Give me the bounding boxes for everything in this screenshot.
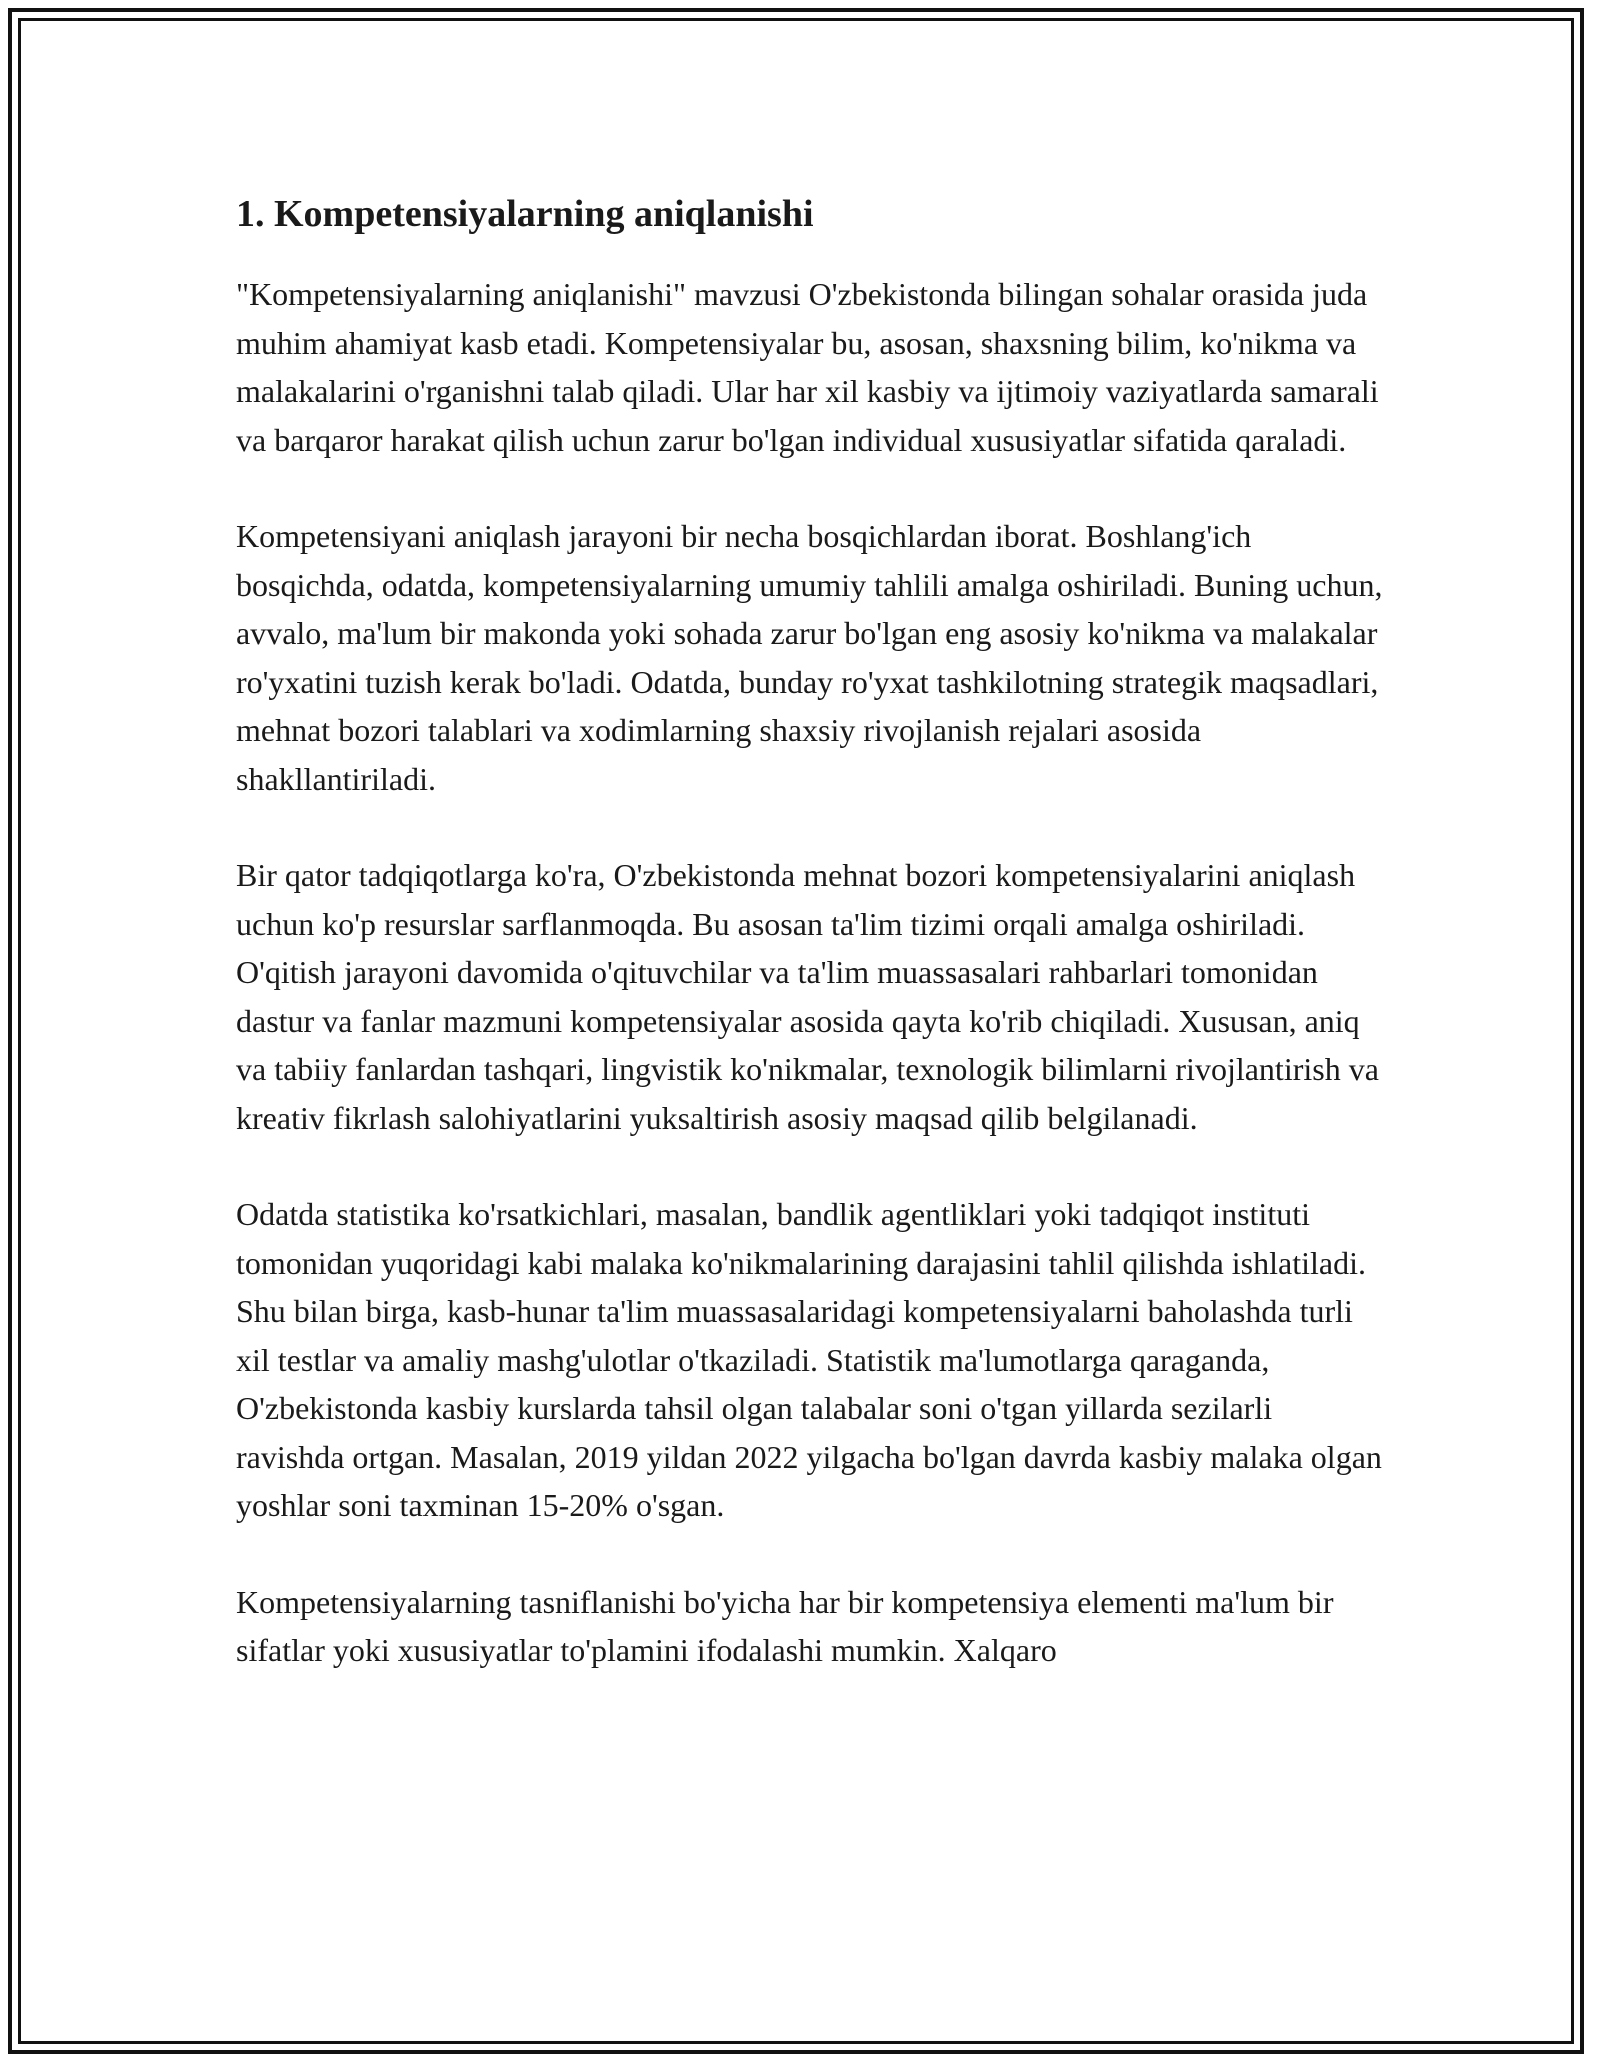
section-heading: 1. Kompetensiyalarning aniqlanishi — [236, 193, 814, 235]
paragraph: "Kompetensiyalarning aniqlanishi" mavzusi O'zbekistonda bilingan sohalar orasida juda muhim ahamiyat kasb etadi. Kompetensiyalar bu, asosan, shaxsning bilim, ko'nikma va malakalarini o'rganishni talab qiladi. Ular har xil kasbiy va ijtimoiy vaziyatlarda samarali va barqaror harakat qilish uchun zarur bo'lgan individual xususiyatlar sifatida qaraladi. — [236, 276, 1379, 458]
paragraph: Bir qator tadqiqotlarga ko'ra, O'zbekistonda mehnat bozori kompetensiyalarini aniqlash uchun ko'p resurslar sarflanmoqda. Bu asosan ta'lim tizimi orqali amalga oshiriladi. O'qitish jarayoni davomida o'qituvchilar va ta'lim muassasalari rahbarlari tomonidan dastur va fanlar mazmuni kompetensiyalar asosida qayta ko'rib chiqiladi. Xususan, aniq va tabiiy fanlardan tashqari, lingvistik ko'nikmalar, texnologik bilimlarni rivojlantirish va kreativ fikrlash salohiyatlarini yuksaltirish asosiy maqsad qilib belgilanadi. — [236, 857, 1379, 1136]
paragraph: Odatda statistika ko'rsatkichlari, masalan, bandlik agentliklari yoki tadqiqot instituti tomonidan yuqoridagi kabi malaka ko'nikmalarining darajasini tahlil qilishda ishlatiladi. Shu bilan birga, kasb-hunar ta'lim muassasalaridagi kompetensiyalarni baholashda turli xil testlar va amaliy mashg'ulotlar o'tkaziladi. Statistik ma'lumotlarga qaraganda, O'zbekistonda kasbiy kurslarda tahsil olgan talabalar soni o'tgan yillarda sezilarli ravishda ortgan. Masalan, 2019 yildan 2022 yilgacha bo'lgan davrda kasbiy malaka olgan yoshlar soni taxminan 15-20% o'sgan. — [236, 1196, 1382, 1523]
paragraph: Kompetensiyani aniqlash jarayoni bir necha bosqichlardan iborat. Boshlang'ich bosqichda, odatda, kompetensiyalarning umumiy tahlili amalga oshiriladi. Buning uchun, avvalo, ma'lum bir makonda yoki sohada zarur bo'lgan eng asosiy ko'nikma va malakalar ro'yxatini tuzish kerak bo'ladi. Odatda, bunday ro'yxat tashkilotning strategik maqsadlari, mehnat bozori talablari va xodimlarning shaxsiy rivojlanish rejalari asosida shakllantiriladi. — [236, 518, 1383, 797]
paragraph: Kompetensiyalarning tasniflanishi bo'yicha har bir kompetensiya elementi ma'lum bir sifatlar yoki xususiyatlar to'plamini ifodalashi mumkin. Xalqaro — [236, 1583, 1334, 1668]
document-body — [236, 186, 1386, 1723]
